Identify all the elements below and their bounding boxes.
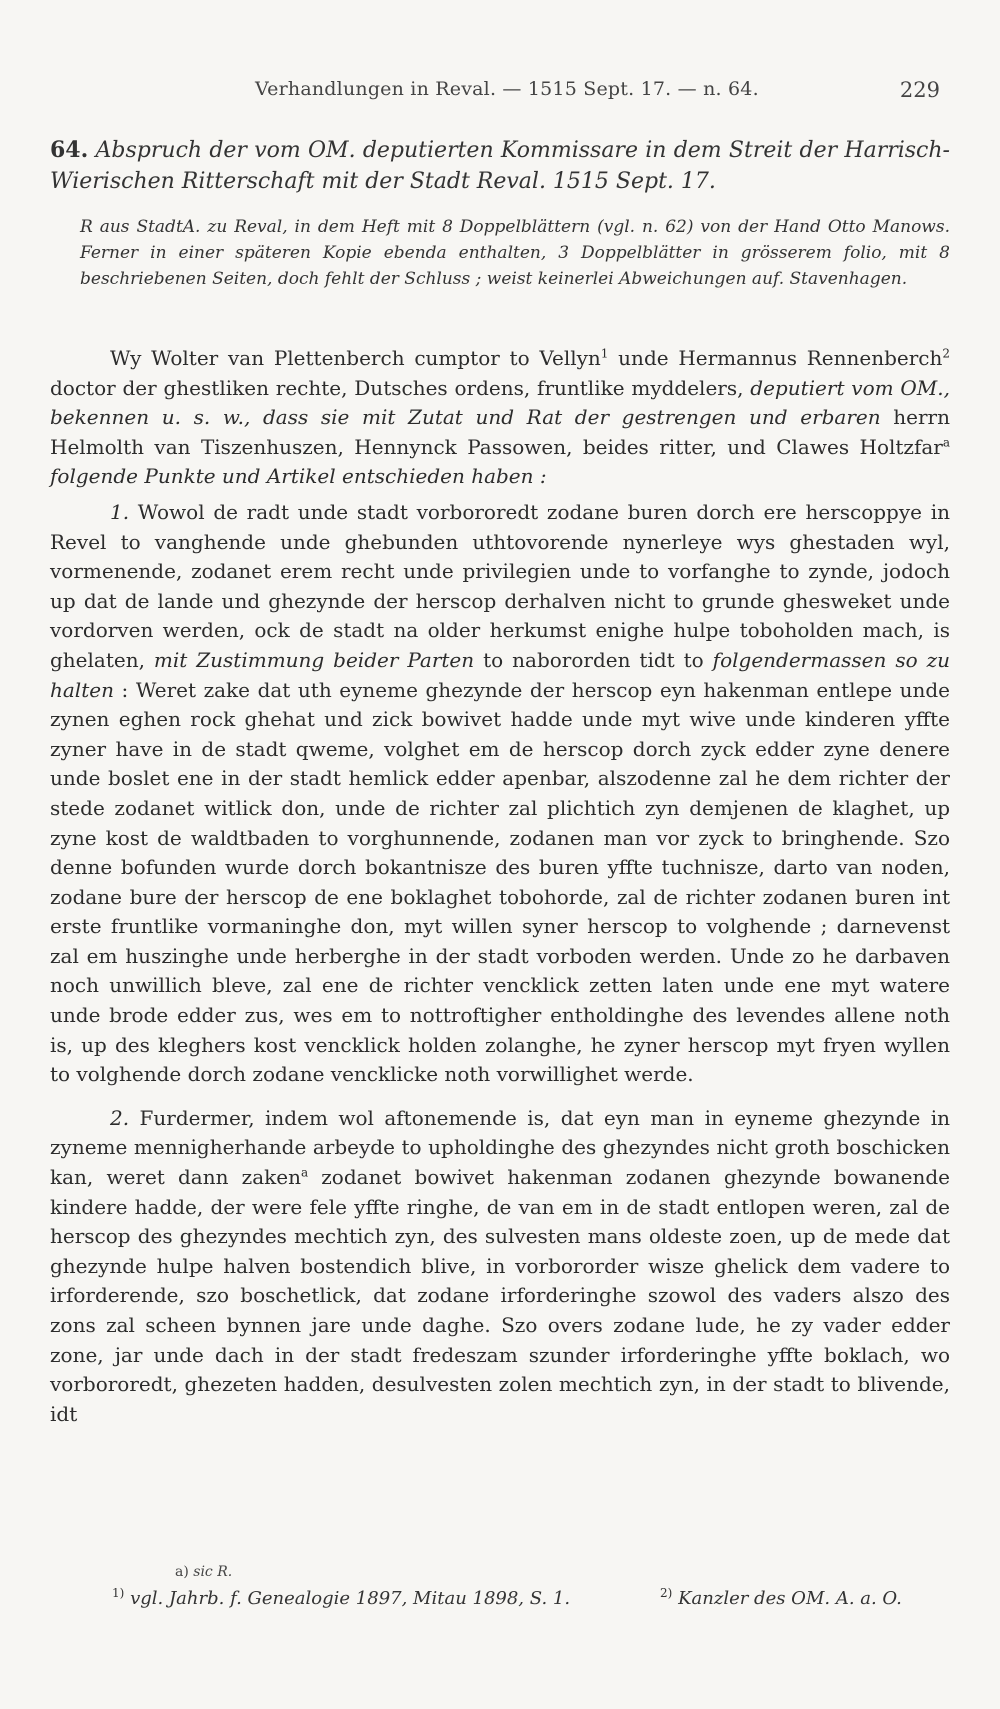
document-number: 64. [50, 137, 89, 163]
footnote-ref-1: 1 [600, 346, 609, 361]
note-ref-a: a [942, 435, 950, 450]
textual-note-a: a) sic R. [175, 1564, 233, 1580]
running-head-title: Verhandlungen in Reval. — 1515 Sept. 17. — n. 64. [255, 78, 759, 100]
footnote-1: $^{1)}$ vgl. Jahrb. f. Genealogie 1897, Mitau 1898, S. 1. [112, 1586, 571, 1609]
note-ref-a: a [300, 1165, 309, 1180]
section-number: 1. [110, 499, 130, 524]
source-note: R aus StadtA. zu Reval, in dem Heft mit 8 Doppelblättern (vgl. n. 62) von der Hand Otto Manows. Ferner in einer späteren Kopie ebenda enthalten, 3 Doppelblätter in grösserem folio, mit 8 beschriebenen Seiten, doch fehlt der Schluss ; weist keinerlei Abweichungen auf. Stavenhagen. [80, 217, 950, 289]
section-number: 2. [110, 1105, 130, 1130]
footnote-ref-2: 2 [942, 346, 950, 361]
footnote-2: $^{2)}$ Kanzler des OM. A. a. O. [660, 1586, 902, 1609]
document-heading [50, 135, 950, 197]
section-2-paragraph: 2. Furdermer, indem wol aftonemende is, dat eyn man in eyneme ghezynde in zyneme mennigherhande arbeyde to upholdinghe des ghezyndes nicht groth boschicken kan, weret dann zaken$^a$ zodanet bowivet hakenman zodanen ghezynde bowanende kindere hadde, der were fele yffte ringhe, de van em in de stadt entlopen weren, zal de herscop des ghezyndes mechtich zyn, des sulvesten mans oldeste zoen, up de mede dat ghezynde hulpe halven bostendich blive, in vorbororder wisze ghelick dem vadere to irforderende, szo boschetlick, dat zodane irforderinghe szowol des vaders alszo des zons zal scheen bynnen jare unde daghe. Szo overs zodane lude, he zy vader edder zone, jar unde dach in der stadt fredeszam szunder irforderinghe yffte boklach, wo vorbororedt, ghezeten hadden, desulvesten zolen mechtich zyn, in der stadt to blivende, idt [50, 1105, 950, 1426]
body-text [50, 344, 950, 1429]
page-number: 229 [899, 78, 940, 102]
document-title: Abspruch der vom OM. deputierten Kommissare in dem Streit der Harrisch-Wierischen Ritterschaft mit der Stadt Reval. 1515 Sept. 17. [50, 138, 950, 194]
intro-paragraph: Wy Wolter van Plettenberch cumptor to Vellyn$^1$ unde Hermannus Rennenberch$^2$ doctor der ghestliken rechte, Dutsches ordens, fruntlike myddelers, deputiert vom OM., bekennen u. s. w., dass sie mit Zutat und Rat der gestrengen und erbaren herrn Helmolth van Tiszenhuszen, Hennynck Passowen, beides ritter, und Clawes Holtzfar$^a$ folgende Punkte und Artikel entschieden haben : [50, 346, 951, 489]
section-1-paragraph: 1. Wowol de radt unde stadt vorbororedt zodane buren dorch ere herscoppye in Revel to vanghende unde ghebunden uthtovorende nynerleye wys ghestaden wyl, vormenende, zodanet erem recht unde privilegien unde to vorfanghe to zynde, jodoch up dat de lande und ghezynde der herscop derhalven nicht to grunde ghesweket unde vordorven werden, ock de stadt na older herkumst enighe hulpe toboholden mach, is ghelaten, mit Zustimmung beider Parten to nabororden tidt to folgendermassen so zu halten : Weret zake dat uth eyneme ghezynde der herscop eyn hakenman entlepe unde zynen eghen rock ghehat und zick bowivet hadde unde myt wive unde kinderen yffte zyner have in de stadt qweme, volghet em de herscop dorch zyck edder zyne denere unde boslet ene in der stadt hemlick edder apenbar, alszodenne zal he dem richter der stede zodanet witlick don, unde de richter zal plichtich zyn demjenen de klaghet, up zyne kost de waldtbaden to vorghunnende, zodanen man vor zyck to bringhende. Szo denne bofunden wurde dorch bokantnisze des buren yffte tuchnisze, darto van noden, zodane bure der herscop de ene boklaghet tobohorde, zal de richter zodanen buren int erste fruntlike vormaninghe don, myt willen syner herscop to volghende ; darnevenst zal em huszinghe unde herberghe in der stadt vorboden werden. Unde zo he darbaven noch unwillich bleve, zal ene de richter vencklick zetten laten unde ene myt watere unde brode edder zus, wes em to nottroftigher entholdinghe des levendes allene noth is, up des kleghers kost vencklick holden zolanghe, he zyner herscop myt fryen wyllen to volghende dorch zodane vencklicke noth vorwillighet werde. [50, 499, 950, 1087]
